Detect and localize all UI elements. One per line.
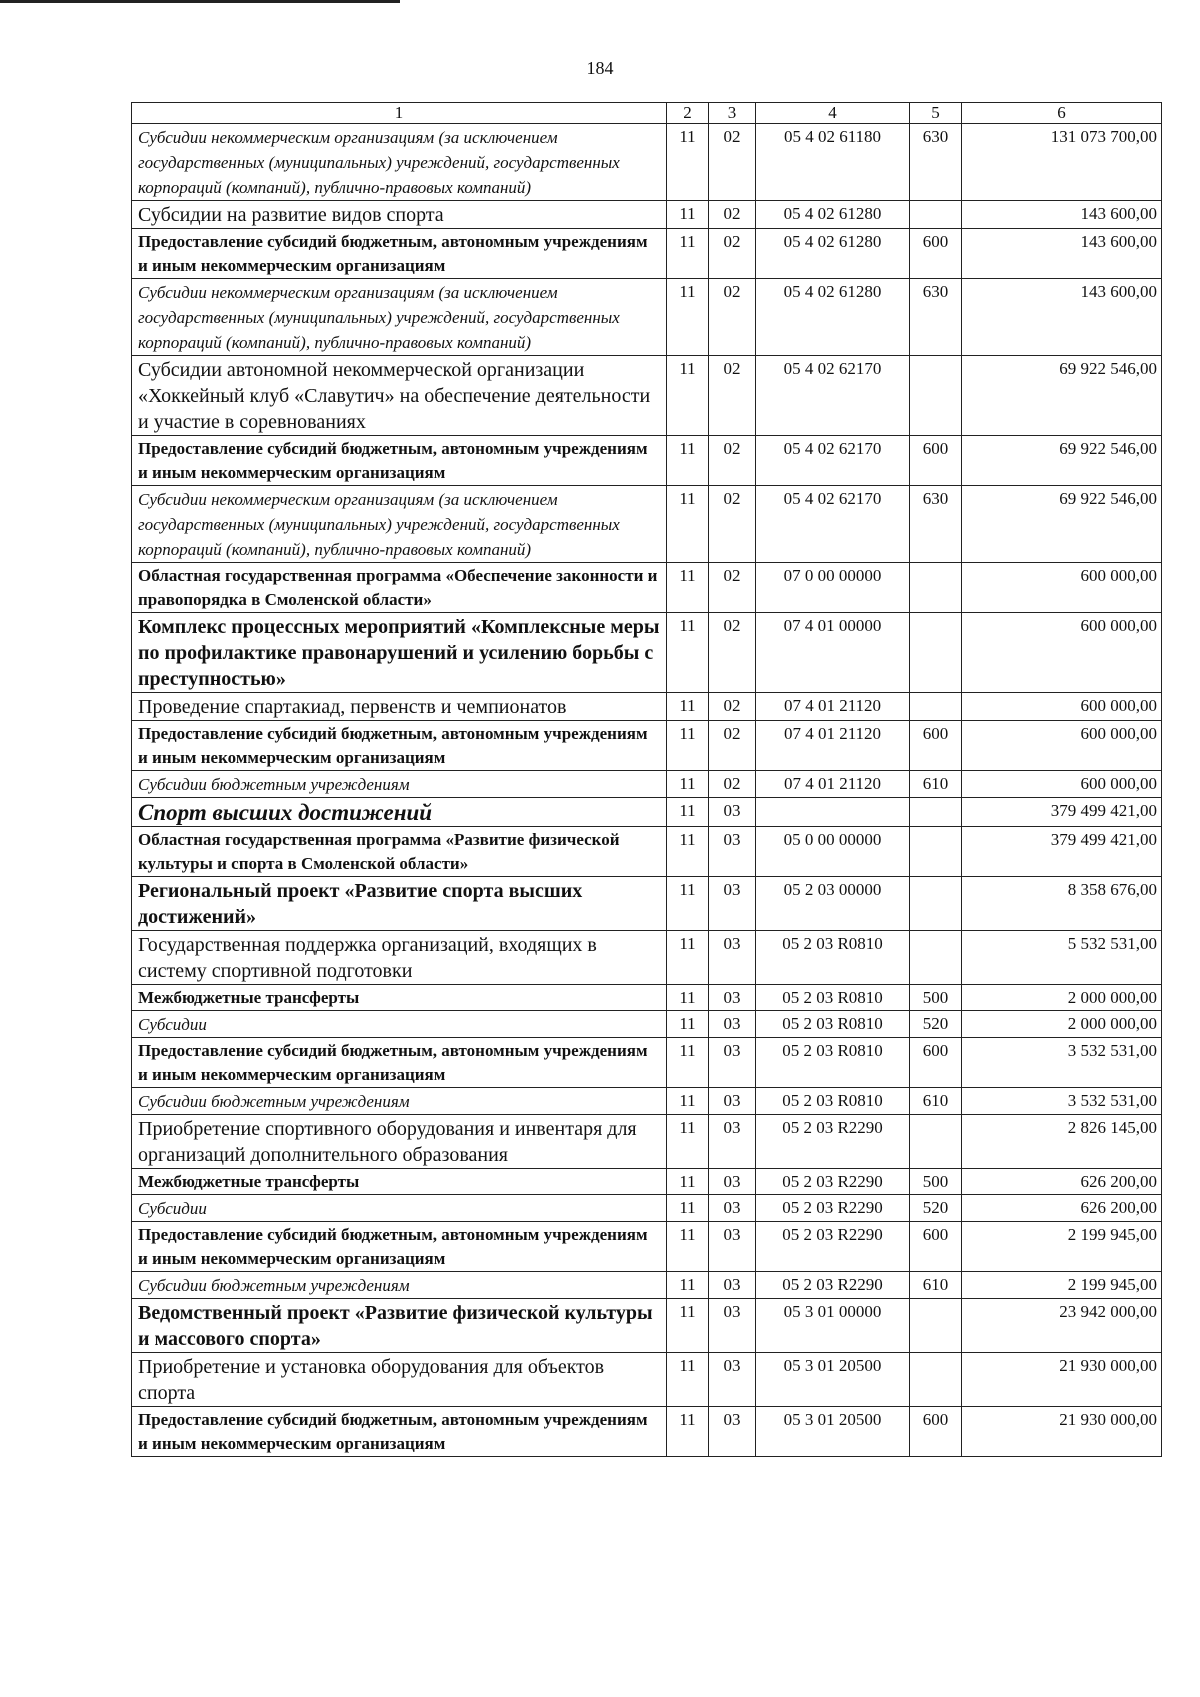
target-article-code: 07 4 01 00000 bbox=[756, 613, 910, 693]
section-code: 11 bbox=[667, 693, 709, 721]
target-article-code: 05 2 03 R0810 bbox=[756, 1038, 910, 1088]
amount: 600 000,00 bbox=[962, 613, 1162, 693]
target-article-code: 05 4 02 62170 bbox=[756, 486, 910, 563]
table-row bbox=[132, 1038, 1162, 1088]
section-code: 11 bbox=[667, 229, 709, 279]
row-name: Предоставление субсидий бюджетным, автономным учреждениям и иным некоммерческим организациям bbox=[132, 229, 667, 279]
expense-type-code: 520 bbox=[910, 1195, 962, 1222]
table-row bbox=[132, 1299, 1162, 1353]
expense-type-code: 600 bbox=[910, 229, 962, 279]
expense-type-code: 600 bbox=[910, 1222, 962, 1272]
expense-type-code: 500 bbox=[910, 1169, 962, 1195]
target-article-code: 05 2 03 R0810 bbox=[756, 931, 910, 985]
row-name: Субсидии бюджетным учреждениям bbox=[132, 1088, 667, 1115]
expense-type-code: 600 bbox=[910, 436, 962, 486]
table-row bbox=[132, 436, 1162, 486]
table-row bbox=[132, 279, 1162, 356]
row-name: Комплекс процессных мероприятий «Комплексные меры по профилактике правонарушений и усилению борьбы с преступностью» bbox=[132, 613, 667, 693]
section-code: 11 bbox=[667, 1407, 709, 1457]
target-article-code: 05 2 03 R2290 bbox=[756, 1115, 910, 1169]
table-row bbox=[132, 486, 1162, 563]
amount: 600 000,00 bbox=[962, 721, 1162, 771]
amount: 379 499 421,00 bbox=[962, 827, 1162, 877]
table-row bbox=[132, 1195, 1162, 1222]
header-col-5: 5 bbox=[910, 103, 962, 124]
subsection-code: 03 bbox=[709, 1088, 756, 1115]
header-col-1: 1 bbox=[132, 103, 667, 124]
amount: 143 600,00 bbox=[962, 279, 1162, 356]
table-row bbox=[132, 1272, 1162, 1299]
table-row bbox=[132, 931, 1162, 985]
amount: 379 499 421,00 bbox=[962, 798, 1162, 827]
table-row bbox=[132, 1222, 1162, 1272]
expense-type-code bbox=[910, 827, 962, 877]
section-code: 11 bbox=[667, 201, 709, 229]
header-col-3: 3 bbox=[709, 103, 756, 124]
row-name: Субсидии бюджетным учреждениям bbox=[132, 771, 667, 798]
section-code: 11 bbox=[667, 124, 709, 201]
amount: 600 000,00 bbox=[962, 771, 1162, 798]
expense-type-code bbox=[910, 693, 962, 721]
subsection-code: 02 bbox=[709, 436, 756, 486]
expense-type-code: 630 bbox=[910, 486, 962, 563]
target-article-code: 05 0 00 00000 bbox=[756, 827, 910, 877]
expense-type-code: 610 bbox=[910, 771, 962, 798]
amount: 626 200,00 bbox=[962, 1195, 1162, 1222]
target-article-code: 07 4 01 21120 bbox=[756, 693, 910, 721]
target-article-code: 07 0 00 00000 bbox=[756, 563, 910, 613]
subsection-code: 03 bbox=[709, 1038, 756, 1088]
section-code: 11 bbox=[667, 563, 709, 613]
target-article-code: 05 3 01 20500 bbox=[756, 1407, 910, 1457]
subsection-code: 03 bbox=[709, 1353, 756, 1407]
subsection-code: 03 bbox=[709, 1011, 756, 1038]
table-row bbox=[132, 985, 1162, 1011]
amount: 3 532 531,00 bbox=[962, 1038, 1162, 1088]
amount: 3 532 531,00 bbox=[962, 1088, 1162, 1115]
row-name: Субсидии бюджетным учреждениям bbox=[132, 1272, 667, 1299]
subsection-code: 02 bbox=[709, 279, 756, 356]
row-name: Ведомственный проект «Развитие физической культуры и массового спорта» bbox=[132, 1299, 667, 1353]
expense-type-code: 630 bbox=[910, 124, 962, 201]
section-code: 11 bbox=[667, 931, 709, 985]
section-code: 11 bbox=[667, 356, 709, 436]
section-code: 11 bbox=[667, 1115, 709, 1169]
target-article-code bbox=[756, 798, 910, 827]
subsection-code: 02 bbox=[709, 356, 756, 436]
table-row bbox=[132, 1115, 1162, 1169]
amount: 21 930 000,00 bbox=[962, 1353, 1162, 1407]
amount: 131 073 700,00 bbox=[962, 124, 1162, 201]
row-name: Межбюджетные трансферты bbox=[132, 985, 667, 1011]
row-name: Субсидии некоммерческим организациям (за исключением государственных (муниципальных) учреждений, государственных корпораций (компаний), публично-правовых компаний) bbox=[132, 279, 667, 356]
row-name: Субсидии bbox=[132, 1011, 667, 1038]
subsection-code: 02 bbox=[709, 201, 756, 229]
target-article-code: 05 4 02 61280 bbox=[756, 229, 910, 279]
row-name: Приобретение и установка оборудования для объектов спорта bbox=[132, 1353, 667, 1407]
section-code: 11 bbox=[667, 436, 709, 486]
section-code: 11 bbox=[667, 1038, 709, 1088]
target-article-code: 05 2 03 R0810 bbox=[756, 985, 910, 1011]
table-row bbox=[132, 613, 1162, 693]
expense-type-code bbox=[910, 931, 962, 985]
amount: 69 922 546,00 bbox=[962, 436, 1162, 486]
page-number: 184 bbox=[586, 58, 614, 78]
target-article-code: 05 4 02 61180 bbox=[756, 124, 910, 201]
target-article-code: 07 4 01 21120 bbox=[756, 771, 910, 798]
expense-type-code bbox=[910, 1353, 962, 1407]
expense-type-code: 500 bbox=[910, 985, 962, 1011]
expense-type-code: 520 bbox=[910, 1011, 962, 1038]
table-row bbox=[132, 693, 1162, 721]
row-name: Субсидии некоммерческим организациям (за исключением государственных (муниципальных) учреждений, государственных корпораций (компаний), публично-правовых компаний) bbox=[132, 486, 667, 563]
target-article-code: 05 3 01 00000 bbox=[756, 1299, 910, 1353]
subsection-code: 03 bbox=[709, 1195, 756, 1222]
subsection-code: 03 bbox=[709, 827, 756, 877]
expense-type-code bbox=[910, 613, 962, 693]
section-code: 11 bbox=[667, 613, 709, 693]
table-row bbox=[132, 877, 1162, 931]
row-name: Проведение спартакиад, первенств и чемпионатов bbox=[132, 693, 667, 721]
subsection-code: 02 bbox=[709, 721, 756, 771]
subsection-code: 03 bbox=[709, 877, 756, 931]
expense-type-code: 600 bbox=[910, 721, 962, 771]
subsection-code: 03 bbox=[709, 1299, 756, 1353]
row-name: Региональный проект «Развитие спорта высших достижений» bbox=[132, 877, 667, 931]
amount: 2 000 000,00 bbox=[962, 985, 1162, 1011]
row-name: Субсидии автономной некоммерческой организации «Хоккейный клуб «Славутич» на обеспечение деятельности и участие в соревнованиях bbox=[132, 356, 667, 436]
subsection-code: 02 bbox=[709, 771, 756, 798]
row-name: Предоставление субсидий бюджетным, автономным учреждениям и иным некоммерческим организациям bbox=[132, 436, 667, 486]
subsection-code: 02 bbox=[709, 693, 756, 721]
row-name: Предоставление субсидий бюджетным, автономным учреждениям и иным некоммерческим организациям bbox=[132, 1038, 667, 1088]
header-col-2: 2 bbox=[667, 103, 709, 124]
section-code: 11 bbox=[667, 771, 709, 798]
subsection-code: 03 bbox=[709, 1272, 756, 1299]
section-code: 11 bbox=[667, 279, 709, 356]
subsection-code: 03 bbox=[709, 1169, 756, 1195]
row-name: Субсидии некоммерческим организациям (за исключением государственных (муниципальных) учреждений, государственных корпораций (компаний), публично-правовых компаний) bbox=[132, 124, 667, 201]
amount: 143 600,00 bbox=[962, 201, 1162, 229]
subsection-code: 02 bbox=[709, 613, 756, 693]
target-article-code: 05 4 02 61280 bbox=[756, 201, 910, 229]
expense-type-code: 630 bbox=[910, 279, 962, 356]
table-row bbox=[132, 563, 1162, 613]
row-name: Предоставление субсидий бюджетным, автономным учреждениям и иным некоммерческим организациям bbox=[132, 721, 667, 771]
amount: 5 532 531,00 bbox=[962, 931, 1162, 985]
amount: 2 826 145,00 bbox=[962, 1115, 1162, 1169]
header-col-4: 4 bbox=[756, 103, 910, 124]
section-code: 11 bbox=[667, 877, 709, 931]
amount: 69 922 546,00 bbox=[962, 486, 1162, 563]
row-name: Областная государственная программа «Обеспечение законности и правопорядка в Смоленской области» bbox=[132, 563, 667, 613]
row-name: Спорт высших достижений bbox=[132, 798, 667, 827]
table-row bbox=[132, 721, 1162, 771]
expense-type-code bbox=[910, 1115, 962, 1169]
target-article-code: 05 3 01 20500 bbox=[756, 1353, 910, 1407]
subsection-code: 02 bbox=[709, 124, 756, 201]
table-row bbox=[132, 1011, 1162, 1038]
table-row bbox=[132, 1353, 1162, 1407]
amount: 626 200,00 bbox=[962, 1169, 1162, 1195]
expense-type-code: 610 bbox=[910, 1272, 962, 1299]
target-article-code: 05 4 02 62170 bbox=[756, 356, 910, 436]
section-code: 11 bbox=[667, 1195, 709, 1222]
expense-type-code bbox=[910, 201, 962, 229]
expense-type-code: 600 bbox=[910, 1038, 962, 1088]
table-row bbox=[132, 1407, 1162, 1457]
expense-type-code bbox=[910, 356, 962, 436]
table-row bbox=[132, 201, 1162, 229]
subsection-code: 02 bbox=[709, 563, 756, 613]
expense-type-code bbox=[910, 877, 962, 931]
subsection-code: 03 bbox=[709, 985, 756, 1011]
expense-type-code bbox=[910, 1299, 962, 1353]
amount: 143 600,00 bbox=[962, 229, 1162, 279]
target-article-code: 05 4 02 61280 bbox=[756, 279, 910, 356]
subsection-code: 03 bbox=[709, 1222, 756, 1272]
table-row bbox=[132, 229, 1162, 279]
target-article-code: 05 2 03 R0810 bbox=[756, 1088, 910, 1115]
target-article-code: 05 2 03 R2290 bbox=[756, 1272, 910, 1299]
row-name: Приобретение спортивного оборудования и инвентаря для организаций дополнительного образования bbox=[132, 1115, 667, 1169]
section-code: 11 bbox=[667, 798, 709, 827]
section-code: 11 bbox=[667, 1088, 709, 1115]
header-col-6: 6 bbox=[962, 103, 1162, 124]
expense-type-code bbox=[910, 798, 962, 827]
section-code: 11 bbox=[667, 1272, 709, 1299]
section-code: 11 bbox=[667, 486, 709, 563]
table-row bbox=[132, 827, 1162, 877]
expense-type-code: 610 bbox=[910, 1088, 962, 1115]
row-name: Субсидии на развитие видов спорта bbox=[132, 201, 667, 229]
amount: 600 000,00 bbox=[962, 693, 1162, 721]
section-code: 11 bbox=[667, 1222, 709, 1272]
amount: 2 199 945,00 bbox=[962, 1272, 1162, 1299]
section-code: 11 bbox=[667, 1299, 709, 1353]
table-row bbox=[132, 124, 1162, 201]
row-name: Субсидии bbox=[132, 1195, 667, 1222]
target-article-code: 05 2 03 00000 bbox=[756, 877, 910, 931]
top-edge-line bbox=[0, 0, 400, 3]
row-name: Предоставление субсидий бюджетным, автономным учреждениям и иным некоммерческим организациям bbox=[132, 1407, 667, 1457]
header-row bbox=[132, 103, 1162, 124]
row-name: Предоставление субсидий бюджетным, автономным учреждениям и иным некоммерческим организациям bbox=[132, 1222, 667, 1272]
subsection-code: 03 bbox=[709, 798, 756, 827]
table-body bbox=[132, 124, 1162, 1457]
row-name: Межбюджетные трансферты bbox=[132, 1169, 667, 1195]
budget-table bbox=[131, 102, 1162, 1457]
row-name: Государственная поддержка организаций, входящих в систему спортивной подготовки bbox=[132, 931, 667, 985]
target-article-code: 07 4 01 21120 bbox=[756, 721, 910, 771]
amount: 8 358 676,00 bbox=[962, 877, 1162, 931]
table-row bbox=[132, 1169, 1162, 1195]
amount: 2 000 000,00 bbox=[962, 1011, 1162, 1038]
subsection-code: 03 bbox=[709, 1407, 756, 1457]
amount: 2 199 945,00 bbox=[962, 1222, 1162, 1272]
expense-type-code: 600 bbox=[910, 1407, 962, 1457]
subsection-code: 02 bbox=[709, 486, 756, 563]
table-row bbox=[132, 798, 1162, 827]
section-code: 11 bbox=[667, 1011, 709, 1038]
target-article-code: 05 2 03 R2290 bbox=[756, 1169, 910, 1195]
table-row bbox=[132, 771, 1162, 798]
table-row bbox=[132, 356, 1162, 436]
expense-type-code bbox=[910, 563, 962, 613]
section-code: 11 bbox=[667, 827, 709, 877]
section-code: 11 bbox=[667, 721, 709, 771]
section-code: 11 bbox=[667, 1353, 709, 1407]
amount: 69 922 546,00 bbox=[962, 356, 1162, 436]
target-article-code: 05 2 03 R0810 bbox=[756, 1011, 910, 1038]
amount: 21 930 000,00 bbox=[962, 1407, 1162, 1457]
subsection-code: 03 bbox=[709, 1115, 756, 1169]
row-name: Областная государственная программа «Развитие физической культуры и спорта в Смоленской области» bbox=[132, 827, 667, 877]
subsection-code: 02 bbox=[709, 229, 756, 279]
target-article-code: 05 2 03 R2290 bbox=[756, 1222, 910, 1272]
target-article-code: 05 4 02 62170 bbox=[756, 436, 910, 486]
section-code: 11 bbox=[667, 985, 709, 1011]
amount: 600 000,00 bbox=[962, 563, 1162, 613]
target-article-code: 05 2 03 R2290 bbox=[756, 1195, 910, 1222]
subsection-code: 03 bbox=[709, 931, 756, 985]
amount: 23 942 000,00 bbox=[962, 1299, 1162, 1353]
section-code: 11 bbox=[667, 1169, 709, 1195]
table-row bbox=[132, 1088, 1162, 1115]
